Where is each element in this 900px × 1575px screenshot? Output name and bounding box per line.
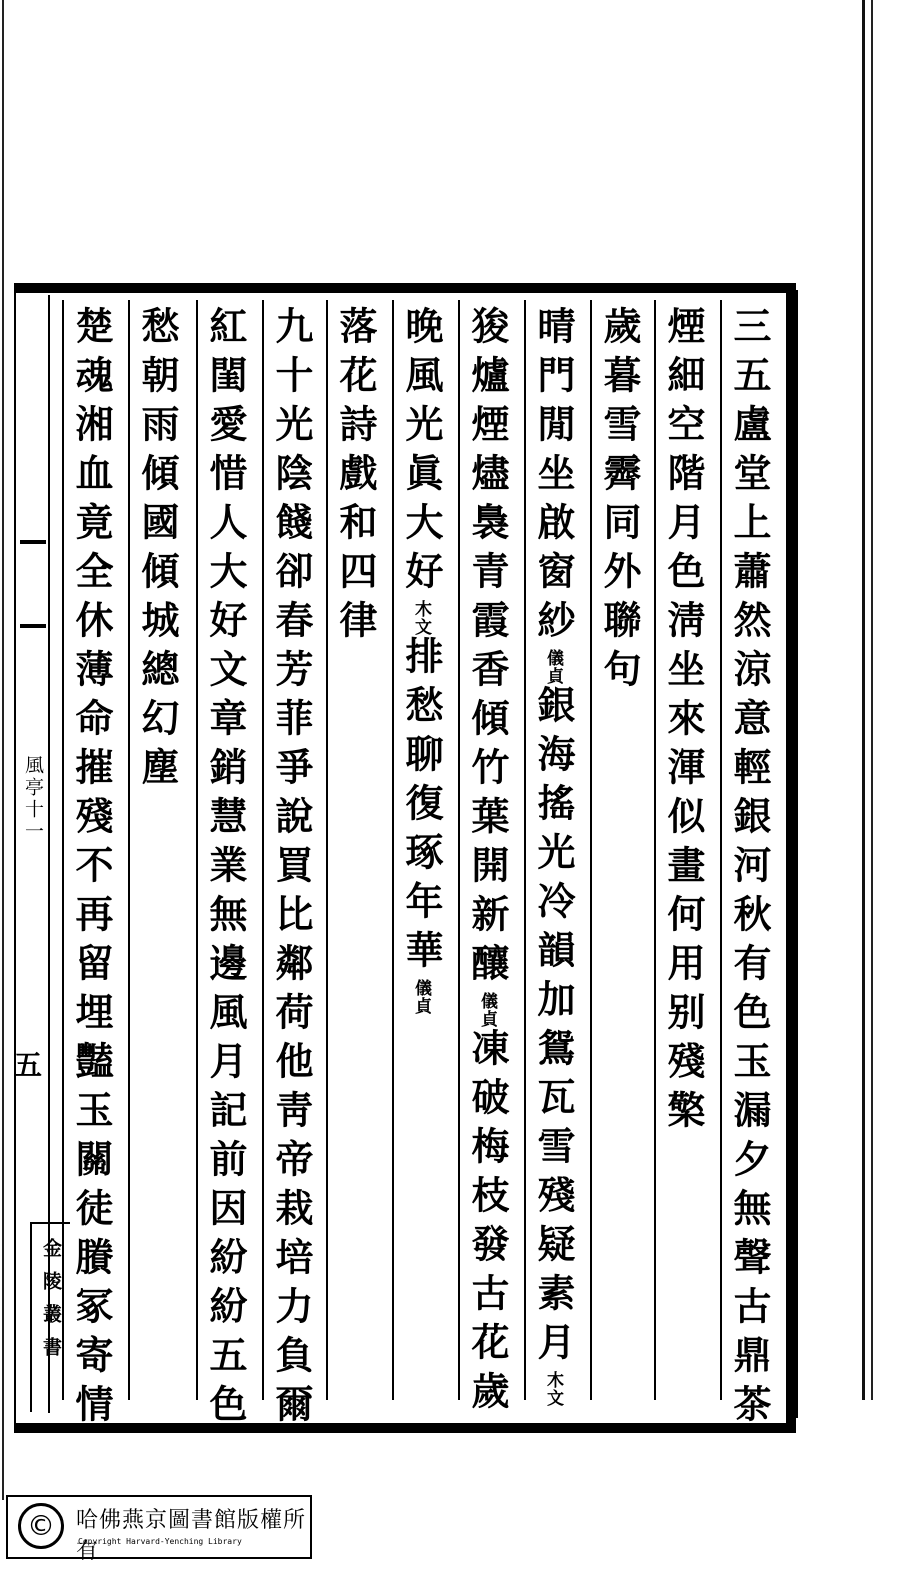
fish-tail-mark: [20, 540, 46, 628]
column-text: [398, 306, 444, 1015]
column-text: [464, 306, 510, 1420]
verse: 銀海搖光冷韻加鴛瓦雪殘疑素月: [531, 685, 576, 1371]
text-column-7: [326, 300, 382, 1400]
text-column-6: [392, 300, 448, 1400]
verse: 排愁聊復琢年華: [399, 636, 444, 979]
text-column-11: [62, 300, 118, 1433]
author-note: 儀貞: [543, 649, 563, 685]
author-note: 木文: [543, 1371, 563, 1407]
verse: 晚風光眞大好: [399, 306, 444, 600]
author-note: 儀貞: [411, 979, 431, 1015]
verse: 凍破梅枝發古花歲: [465, 1028, 510, 1420]
text-column-2: [654, 300, 710, 1400]
text-column-8: [262, 300, 318, 1433]
column-text: [530, 306, 576, 1407]
copyright-stamp: [6, 1495, 312, 1564]
column-text: 紅閨愛惜人大好文章銷慧業無邊風月記前因紛紛五色: [203, 306, 248, 1433]
text-column-5: [458, 300, 514, 1420]
text-column-4: [524, 300, 580, 1407]
column-text: 九十光陰餞卻春芳菲爭說買比鄰荷他靑帝栽培力負爾: [269, 306, 314, 1433]
author-note: 儀貞: [477, 992, 497, 1028]
text-column-9: [196, 300, 252, 1433]
copyright-subtitle: Copyright Harvard-Yenching Library: [78, 1537, 242, 1546]
text-column-1: [720, 300, 776, 1433]
column-text: 愁朝雨傾國傾城總幻塵: [135, 306, 180, 796]
gutter-title: 風亭十一: [22, 755, 44, 843]
poem-heading: 落花詩戲和四律: [333, 306, 378, 649]
page-edge-right: [862, 0, 873, 1400]
page-number: 五: [10, 1050, 43, 1078]
author-note: 木文: [411, 600, 431, 636]
poem-heading: 歲暮雪霽同外聯句: [597, 306, 642, 698]
text-column-3: [590, 300, 646, 1400]
column-text: 煙細空階月色淸坐來渾似畫何用别殘檠: [661, 306, 706, 1139]
verse: 狻爐煙燼裊青霞香傾竹葉開新釀: [465, 306, 510, 992]
text-column-10: [128, 300, 184, 1400]
copyright-icon: ©: [18, 1503, 64, 1549]
column-text: 三五盧堂上蕭然涼意輕銀河秋有色玉漏夕無聲古鼎茶: [727, 306, 772, 1433]
page-edge-left: [2, 0, 7, 1500]
column-text: 楚魂湘血竟全休薄命摧殘不再留埋豔玉關徒賸冢寄情: [69, 306, 114, 1433]
publisher-label: 金陵叢書: [40, 1238, 62, 1370]
copyright-title: 哈佛燕京圖書館版權所有: [76, 1508, 307, 1564]
verse: 晴門閒坐啟窗紗: [531, 306, 576, 649]
